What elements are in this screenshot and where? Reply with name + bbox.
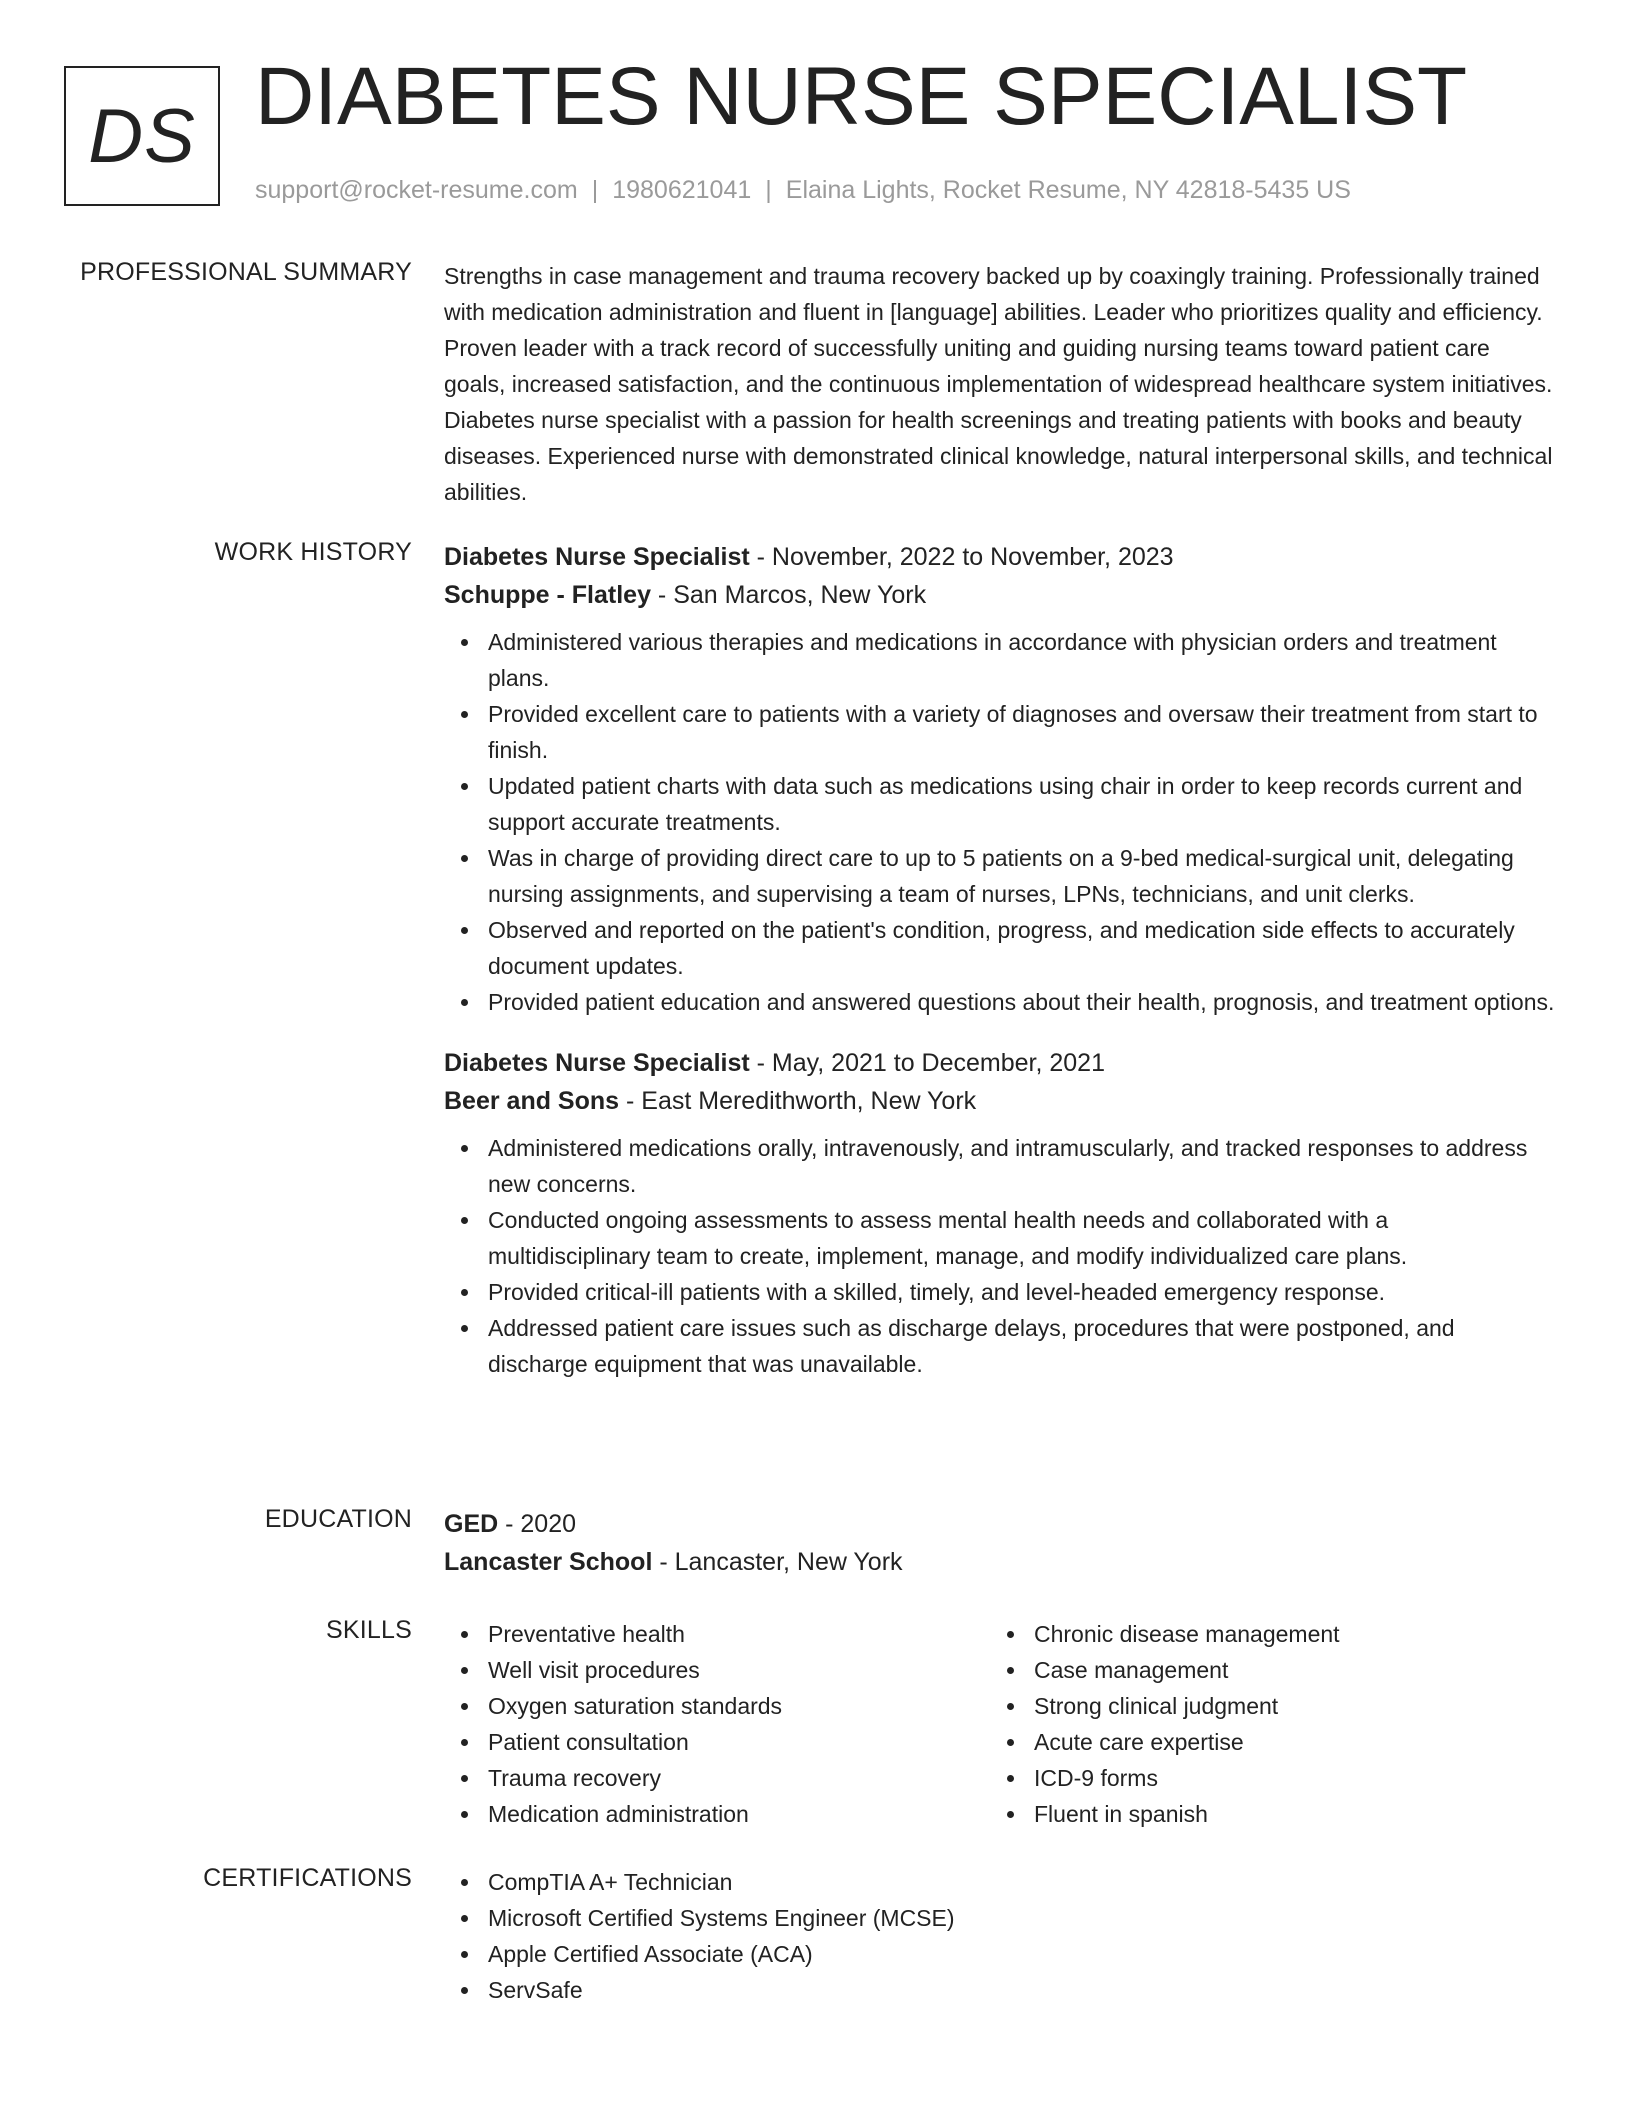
skills-column-1 (444, 1616, 990, 1832)
skill-item: Oxygen saturation standards (444, 1688, 990, 1724)
job-company-line (444, 576, 1556, 614)
job-bullet: Provided excellent care to patients with a variety of diagnoses and oversaw their treatment from start to finish. (444, 696, 1556, 768)
certification-item: Microsoft Certified Systems Engineer (MCSE) (444, 1900, 1244, 1936)
job-bullet: Provided patient education and answered questions about their health, prognosis, and treatment options. (444, 984, 1556, 1020)
job-entry-2 (444, 1044, 1556, 1382)
summary-text: Strengths in case management and trauma recovery backed up by coaxingly training. Professionally trained with medication administration and fluent in [language] abilities. Leader who prioritizes quality and efficiency. Proven leader with a track record of successfully uniting and guiding nursing teams toward patient care goals, increased satisfaction, and the continuous implementation of widespread healthcare system initiatives. Diabetes nurse specialist with a passion for health screenings and treating patients with books and beauty diseases. Experienced nurse with demonstrated clinical knowledge, natural interpersonal skills, and technical abilities. (444, 263, 1553, 505)
skills-column-2 (990, 1616, 1536, 1832)
job-company-line (444, 1082, 1556, 1120)
monogram-logo: DS (64, 66, 220, 206)
education-year: - 2020 (498, 1510, 577, 1538)
job-title-line (444, 538, 1556, 576)
job-bullet: Administered various therapies and medications in accordance with physician orders and treatment plans. (444, 624, 1556, 696)
education-school-line (444, 1543, 1556, 1581)
skill-item: Medication administration (444, 1796, 990, 1832)
contact-phone: 1980621041 (612, 176, 752, 204)
job-bullet: Was in charge of providing direct care to up to 5 patients on a 9-bed medical-surgical unit, delegating nursing assignments, and supervising a team of nurses, LPNs, technicians, and unit clerks. (444, 840, 1556, 912)
section-label-work: WORK HISTORY (214, 538, 412, 566)
skill-item: Strong clinical judgment (990, 1688, 1536, 1724)
contact-separator: | (765, 176, 772, 204)
job-bullet: Addressed patient care issues such as discharge delays, procedures that were postponed, and discharge equipment that was unavailable. (444, 1310, 1556, 1382)
job-title: Diabetes Nurse Specialist (444, 543, 750, 571)
job-bullet: Conducted ongoing assessments to assess mental health needs and collaborated with a multidisciplinary team to create, implement, manage, and modify individualized care plans. (444, 1202, 1556, 1274)
skill-item: Preventative health (444, 1616, 990, 1652)
skill-item: Chronic disease management (990, 1616, 1536, 1652)
section-label-skills: SKILLS (326, 1616, 412, 1644)
job-bullet: Updated patient charts with data such as medications using chair in order to keep records current and support accurate treatments. (444, 768, 1556, 840)
skill-item: ICD-9 forms (990, 1760, 1536, 1796)
skills-body (444, 1616, 1556, 1832)
job-dates: - May, 2021 to December, 2021 (749, 1049, 1105, 1077)
education-degree: GED (444, 1510, 499, 1538)
job-dates: - November, 2022 to November, 2023 (749, 543, 1174, 571)
section-label-certifications: CERTIFICATIONS (203, 1864, 412, 1892)
job-company: Schuppe - Flatley (444, 581, 651, 609)
job-bullets (444, 624, 1556, 1020)
contact-separator: | (591, 176, 599, 204)
job-bullets (444, 1130, 1556, 1382)
resume-title: DIABETES NURSE SPECIALIST (255, 51, 1468, 142)
certifications-body (444, 1864, 1556, 2008)
certification-item: ServSafe (444, 1972, 1244, 2008)
job-company: Beer and Sons (444, 1087, 620, 1115)
section-label-education: EDUCATION (264, 1505, 412, 1533)
job-bullet: Provided critical-ill patients with a skilled, timely, and level-headed emergency response. (444, 1274, 1556, 1310)
education-degree-line (444, 1505, 1556, 1543)
contact-email: support@rocket-resume.com (255, 176, 578, 204)
education-location: - Lancaster, New York (652, 1548, 903, 1576)
job-entry-1 (444, 538, 1556, 1020)
certifications-list (444, 1864, 1244, 2008)
job-bullet: Administered medications orally, intravenously, and intramuscularly, and tracked responses to address new concerns. (444, 1130, 1556, 1202)
summary-body (444, 258, 1556, 510)
work-body (444, 538, 1556, 1382)
job-location: - San Marcos, New York (650, 581, 927, 609)
certification-item: CompTIA A+ Technician (444, 1864, 1244, 1900)
education-school: Lancaster School (444, 1548, 653, 1576)
skill-item: Case management (990, 1652, 1536, 1688)
contact-address: Elaina Lights, Rocket Resume, NY 42818-5435 US (785, 176, 1351, 204)
contact-line (255, 176, 1351, 205)
job-title-line (444, 1044, 1556, 1082)
skills-grid (444, 1616, 1556, 1832)
job-bullet: Observed and reported on the patient's condition, progress, and medication side effects to accurately document updates. (444, 912, 1556, 984)
skill-item: Well visit procedures (444, 1652, 990, 1688)
skill-item: Fluent in spanish (990, 1796, 1536, 1832)
job-location: - East Meredithworth, New York (619, 1087, 977, 1115)
skill-item: Acute care expertise (990, 1724, 1536, 1760)
education-body (444, 1505, 1556, 1581)
job-title: Diabetes Nurse Specialist (444, 1049, 750, 1077)
certification-item: Apple Certified Associate (ACA) (444, 1936, 1244, 1972)
section-label-summary: PROFESSIONAL SUMMARY (80, 258, 412, 286)
skill-item: Patient consultation (444, 1724, 990, 1760)
skill-item: Trauma recovery (444, 1760, 990, 1796)
